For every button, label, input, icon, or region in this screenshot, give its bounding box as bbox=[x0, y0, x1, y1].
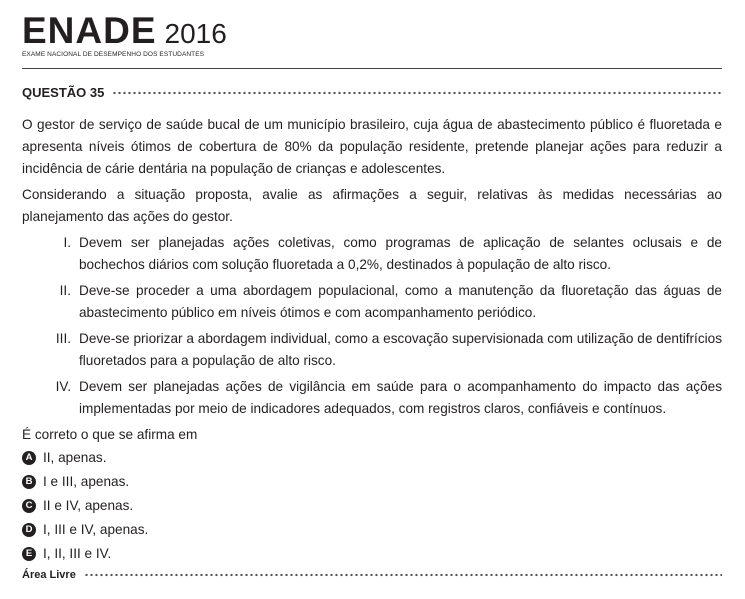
free-area-label: Área Livre bbox=[22, 569, 76, 581]
enade-logo bbox=[22, 12, 227, 49]
statement-text: Deve-se proceder a uma abordagem populacional, como a manutenção da fluoretação das águas de abastecimento público em níveis ótimos e com acompanhamento periódico. bbox=[79, 283, 722, 320]
dotted-leader bbox=[84, 573, 722, 577]
logo-main-text: ENADE bbox=[22, 10, 157, 51]
question-title-row bbox=[22, 85, 722, 100]
option-letter-badge: B bbox=[22, 475, 36, 489]
header-divider bbox=[22, 68, 722, 69]
statement-item bbox=[47, 232, 722, 276]
option-e[interactable] bbox=[22, 542, 722, 566]
option-text: II, apenas. bbox=[43, 450, 107, 465]
statement-number: I. bbox=[63, 235, 71, 250]
question-paragraph-1: O gestor de serviço de saúde bucal de um município brasileiro, cuja água de abastecimento público é fluoretada e apresenta níveis ótimos de cobertura de 80% da população residente, pretende planejar ações para reduzir a incidência de cárie dentária na população de crianças e adolescentes. bbox=[22, 117, 722, 176]
option-letter-badge: D bbox=[22, 523, 36, 537]
statement-number: IV. bbox=[55, 379, 71, 394]
question-paragraph-2: Considerando a situação proposta, avalie as afirmações a seguir, relativas às medidas necessárias ao planejamento das ações do gestor. bbox=[22, 187, 722, 224]
statement-item bbox=[47, 328, 722, 372]
option-a[interactable] bbox=[22, 446, 722, 470]
statements-list bbox=[47, 232, 722, 420]
option-d[interactable] bbox=[22, 518, 722, 542]
option-c[interactable] bbox=[22, 494, 722, 518]
exam-header bbox=[22, 12, 227, 58]
statement-text: Devem ser planejadas ações de vigilância em saúde para o acompanhamento do impacto das ações implementadas por meio de indicadores adequados, com registros claros, confiáveis e contínuos. bbox=[79, 379, 722, 416]
option-b[interactable] bbox=[22, 470, 722, 494]
exam-subtitle: EXAME NACIONAL DE DESEMPENHO DOS ESTUDANTES bbox=[22, 51, 205, 58]
statement-item bbox=[47, 376, 722, 420]
option-text: I, II, III e IV. bbox=[43, 546, 112, 561]
option-text: II e IV, apenas. bbox=[43, 498, 134, 513]
logo-year-text: 2016 bbox=[164, 18, 227, 49]
statement-item bbox=[47, 280, 722, 324]
dotted-leader bbox=[112, 91, 722, 95]
question-prompt: É correto o que se afirma em bbox=[22, 427, 198, 442]
option-letter-badge: C bbox=[22, 499, 36, 513]
option-text: I, III e IV, apenas. bbox=[43, 522, 149, 537]
question-title: QUESTÃO 35 bbox=[22, 85, 105, 100]
statement-text: Deve-se priorizar a abordagem individual, como a escovação supervisionada com utilização de dentifrícios fluoretados para a população de alto risco. bbox=[79, 331, 722, 368]
statement-text: Devem ser planejadas ações coletivas, como programas de aplicação de selantes oclusais e de bochechos diários com solução fluoretada a 0,2%, destinados à população de alto risco. bbox=[79, 235, 722, 272]
option-letter-badge: A bbox=[22, 451, 36, 465]
free-area-row bbox=[22, 569, 722, 581]
answer-options bbox=[22, 446, 722, 566]
question-body bbox=[22, 114, 722, 566]
statement-number: II. bbox=[59, 283, 71, 298]
option-letter-badge: E bbox=[22, 547, 36, 561]
option-text: I e III, apenas. bbox=[43, 474, 130, 489]
statement-number: III. bbox=[55, 331, 71, 346]
